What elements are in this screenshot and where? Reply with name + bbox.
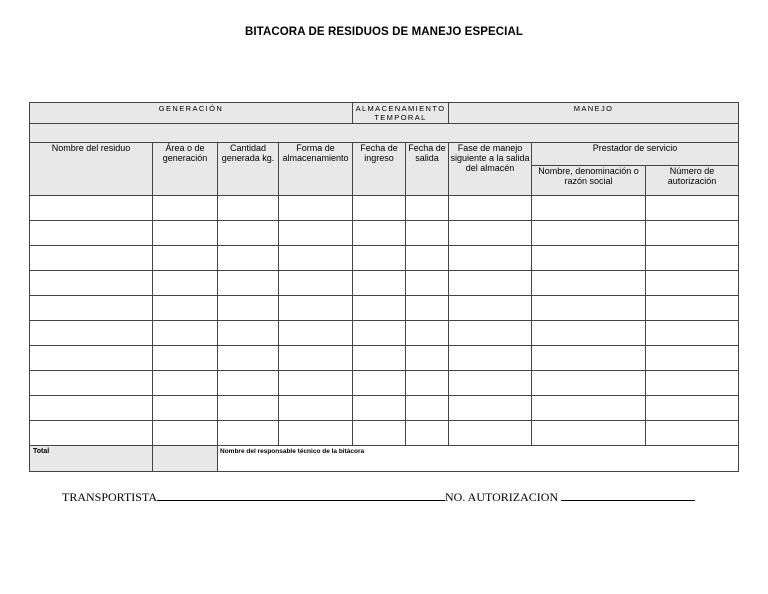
table-cell[interactable] [153, 396, 218, 421]
column-header-row [30, 143, 739, 166]
table-cell[interactable] [449, 246, 532, 271]
waste-log-table [29, 102, 739, 472]
table-cell[interactable] [532, 196, 646, 221]
table-cell[interactable] [353, 271, 406, 296]
table-cell[interactable] [153, 371, 218, 396]
table-cell[interactable] [279, 396, 353, 421]
table-cell[interactable] [353, 346, 406, 371]
table-cell[interactable] [30, 421, 153, 446]
table-cell[interactable] [353, 321, 406, 346]
table-cell[interactable] [406, 296, 449, 321]
signature-line [62, 489, 695, 505]
table-cell[interactable] [449, 221, 532, 246]
table-cell[interactable] [279, 296, 353, 321]
table-row [30, 421, 739, 446]
table-cell[interactable] [30, 371, 153, 396]
table-cell[interactable] [406, 196, 449, 221]
table-cell[interactable] [30, 321, 153, 346]
table-row [30, 271, 739, 296]
table-row [30, 371, 739, 396]
table-cell[interactable] [279, 221, 353, 246]
table-cell[interactable] [353, 221, 406, 246]
table-cell[interactable] [532, 221, 646, 246]
table-cell[interactable] [449, 196, 532, 221]
table-cell[interactable] [646, 421, 739, 446]
table-cell[interactable] [279, 421, 353, 446]
table-cell[interactable] [449, 396, 532, 421]
table-cell[interactable] [532, 246, 646, 271]
col-numero-autorizacion: Número de autorización [646, 166, 739, 196]
col-area: Área o de generación [153, 143, 218, 196]
table-cell[interactable] [646, 221, 739, 246]
table-cell[interactable] [153, 246, 218, 271]
group-header-row [30, 103, 739, 124]
col-fase: Fase de manejo siguiente a la salida del almacén [449, 143, 532, 196]
table-cell[interactable] [218, 371, 279, 396]
table-cell[interactable] [218, 271, 279, 296]
table-cell[interactable] [646, 246, 739, 271]
table-cell[interactable] [279, 246, 353, 271]
table-row [30, 221, 739, 246]
transportista-field[interactable] [157, 489, 445, 501]
table-cell[interactable] [406, 221, 449, 246]
total-row [30, 446, 739, 472]
table-cell[interactable] [279, 371, 353, 396]
document-title: BITACORA DE RESIDUOS DE MANEJO ESPECIAL [244, 26, 523, 38]
table-cell[interactable] [406, 346, 449, 371]
table-row [30, 346, 739, 371]
col-fecha-salida: Fecha de salida [406, 143, 449, 196]
total-value-cell[interactable] [153, 446, 218, 472]
table-cell[interactable] [153, 321, 218, 346]
table-cell[interactable] [532, 421, 646, 446]
table-cell[interactable] [532, 346, 646, 371]
table-cell[interactable] [218, 296, 279, 321]
table-cell[interactable] [153, 271, 218, 296]
table-row [30, 246, 739, 271]
spacer-row [30, 124, 739, 143]
table-cell[interactable] [406, 371, 449, 396]
table-cell[interactable] [218, 396, 279, 421]
table-cell[interactable] [353, 296, 406, 321]
responsable-field[interactable]: Nombre del responsable técnico de la bitácora [218, 446, 739, 472]
table-cell[interactable] [30, 221, 153, 246]
table-cell[interactable] [532, 396, 646, 421]
table-row [30, 321, 739, 346]
table-cell[interactable] [353, 421, 406, 446]
table-cell[interactable] [279, 271, 353, 296]
table-cell[interactable] [353, 371, 406, 396]
table-cell[interactable] [279, 196, 353, 221]
table-cell[interactable] [646, 271, 739, 296]
table-cell[interactable] [353, 396, 406, 421]
table-cell[interactable] [449, 371, 532, 396]
table-cell[interactable] [449, 271, 532, 296]
table-cell[interactable] [153, 346, 218, 371]
table-cell[interactable] [532, 271, 646, 296]
table-cell[interactable] [646, 346, 739, 371]
table-cell[interactable] [406, 246, 449, 271]
col-cantidad: Cantidad generada kg. [218, 143, 279, 196]
table-cell[interactable] [449, 296, 532, 321]
table-cell[interactable] [406, 271, 449, 296]
table-cell[interactable] [532, 296, 646, 321]
table-cell[interactable] [218, 246, 279, 271]
table-row [30, 296, 739, 321]
table-cell[interactable] [406, 396, 449, 421]
table-cell[interactable] [646, 371, 739, 396]
table-cell[interactable] [532, 321, 646, 346]
group-generacion: GENERACIÓN [30, 103, 353, 124]
transportista-label: TRANSPORTISTA [62, 490, 157, 504]
table-cell[interactable] [218, 221, 279, 246]
table-cell[interactable] [532, 371, 646, 396]
autorizacion-field[interactable] [561, 489, 695, 501]
table-cell[interactable] [449, 421, 532, 446]
table-cell[interactable] [218, 196, 279, 221]
table-cell[interactable] [30, 296, 153, 321]
table-cell[interactable] [406, 421, 449, 446]
table-cell[interactable] [279, 346, 353, 371]
col-prestador: Prestador de servicio [532, 143, 739, 166]
group-manejo: MANEJO [449, 103, 739, 124]
table-cell[interactable] [449, 321, 532, 346]
col-forma: Forma de almacenamiento [279, 143, 353, 196]
table-cell[interactable] [153, 196, 218, 221]
table-cell[interactable] [153, 296, 218, 321]
table-row [30, 396, 739, 421]
table-cell[interactable] [30, 246, 153, 271]
table-cell[interactable] [353, 246, 406, 271]
table-cell[interactable] [646, 396, 739, 421]
table-cell[interactable] [646, 321, 739, 346]
table-cell[interactable] [30, 196, 153, 221]
col-fecha-ingreso: Fecha de ingreso [353, 143, 406, 196]
autorizacion-label: NO. AUTORIZACION [445, 490, 559, 504]
table-cell[interactable] [30, 396, 153, 421]
table-cell[interactable] [646, 296, 739, 321]
table-cell[interactable] [30, 346, 153, 371]
table-cell[interactable] [646, 196, 739, 221]
group-almacenamiento: ALMACENAMIENTO TEMPORAL [353, 103, 449, 124]
table-cell[interactable] [449, 346, 532, 371]
table-row [30, 196, 739, 221]
table-cell[interactable] [30, 271, 153, 296]
table-cell[interactable] [353, 196, 406, 221]
table-cell[interactable] [218, 421, 279, 446]
table-cell[interactable] [279, 321, 353, 346]
total-label: Total [30, 446, 153, 472]
col-nombre-razon: Nombre, denominación o razón social [532, 166, 646, 196]
table-cell[interactable] [153, 221, 218, 246]
spacer-cell [30, 124, 739, 143]
table-cell[interactable] [153, 421, 218, 446]
table-cell[interactable] [218, 321, 279, 346]
table-cell[interactable] [406, 321, 449, 346]
table-cell[interactable] [218, 346, 279, 371]
col-nombre-residuo: Nombre del residuo [30, 143, 153, 196]
